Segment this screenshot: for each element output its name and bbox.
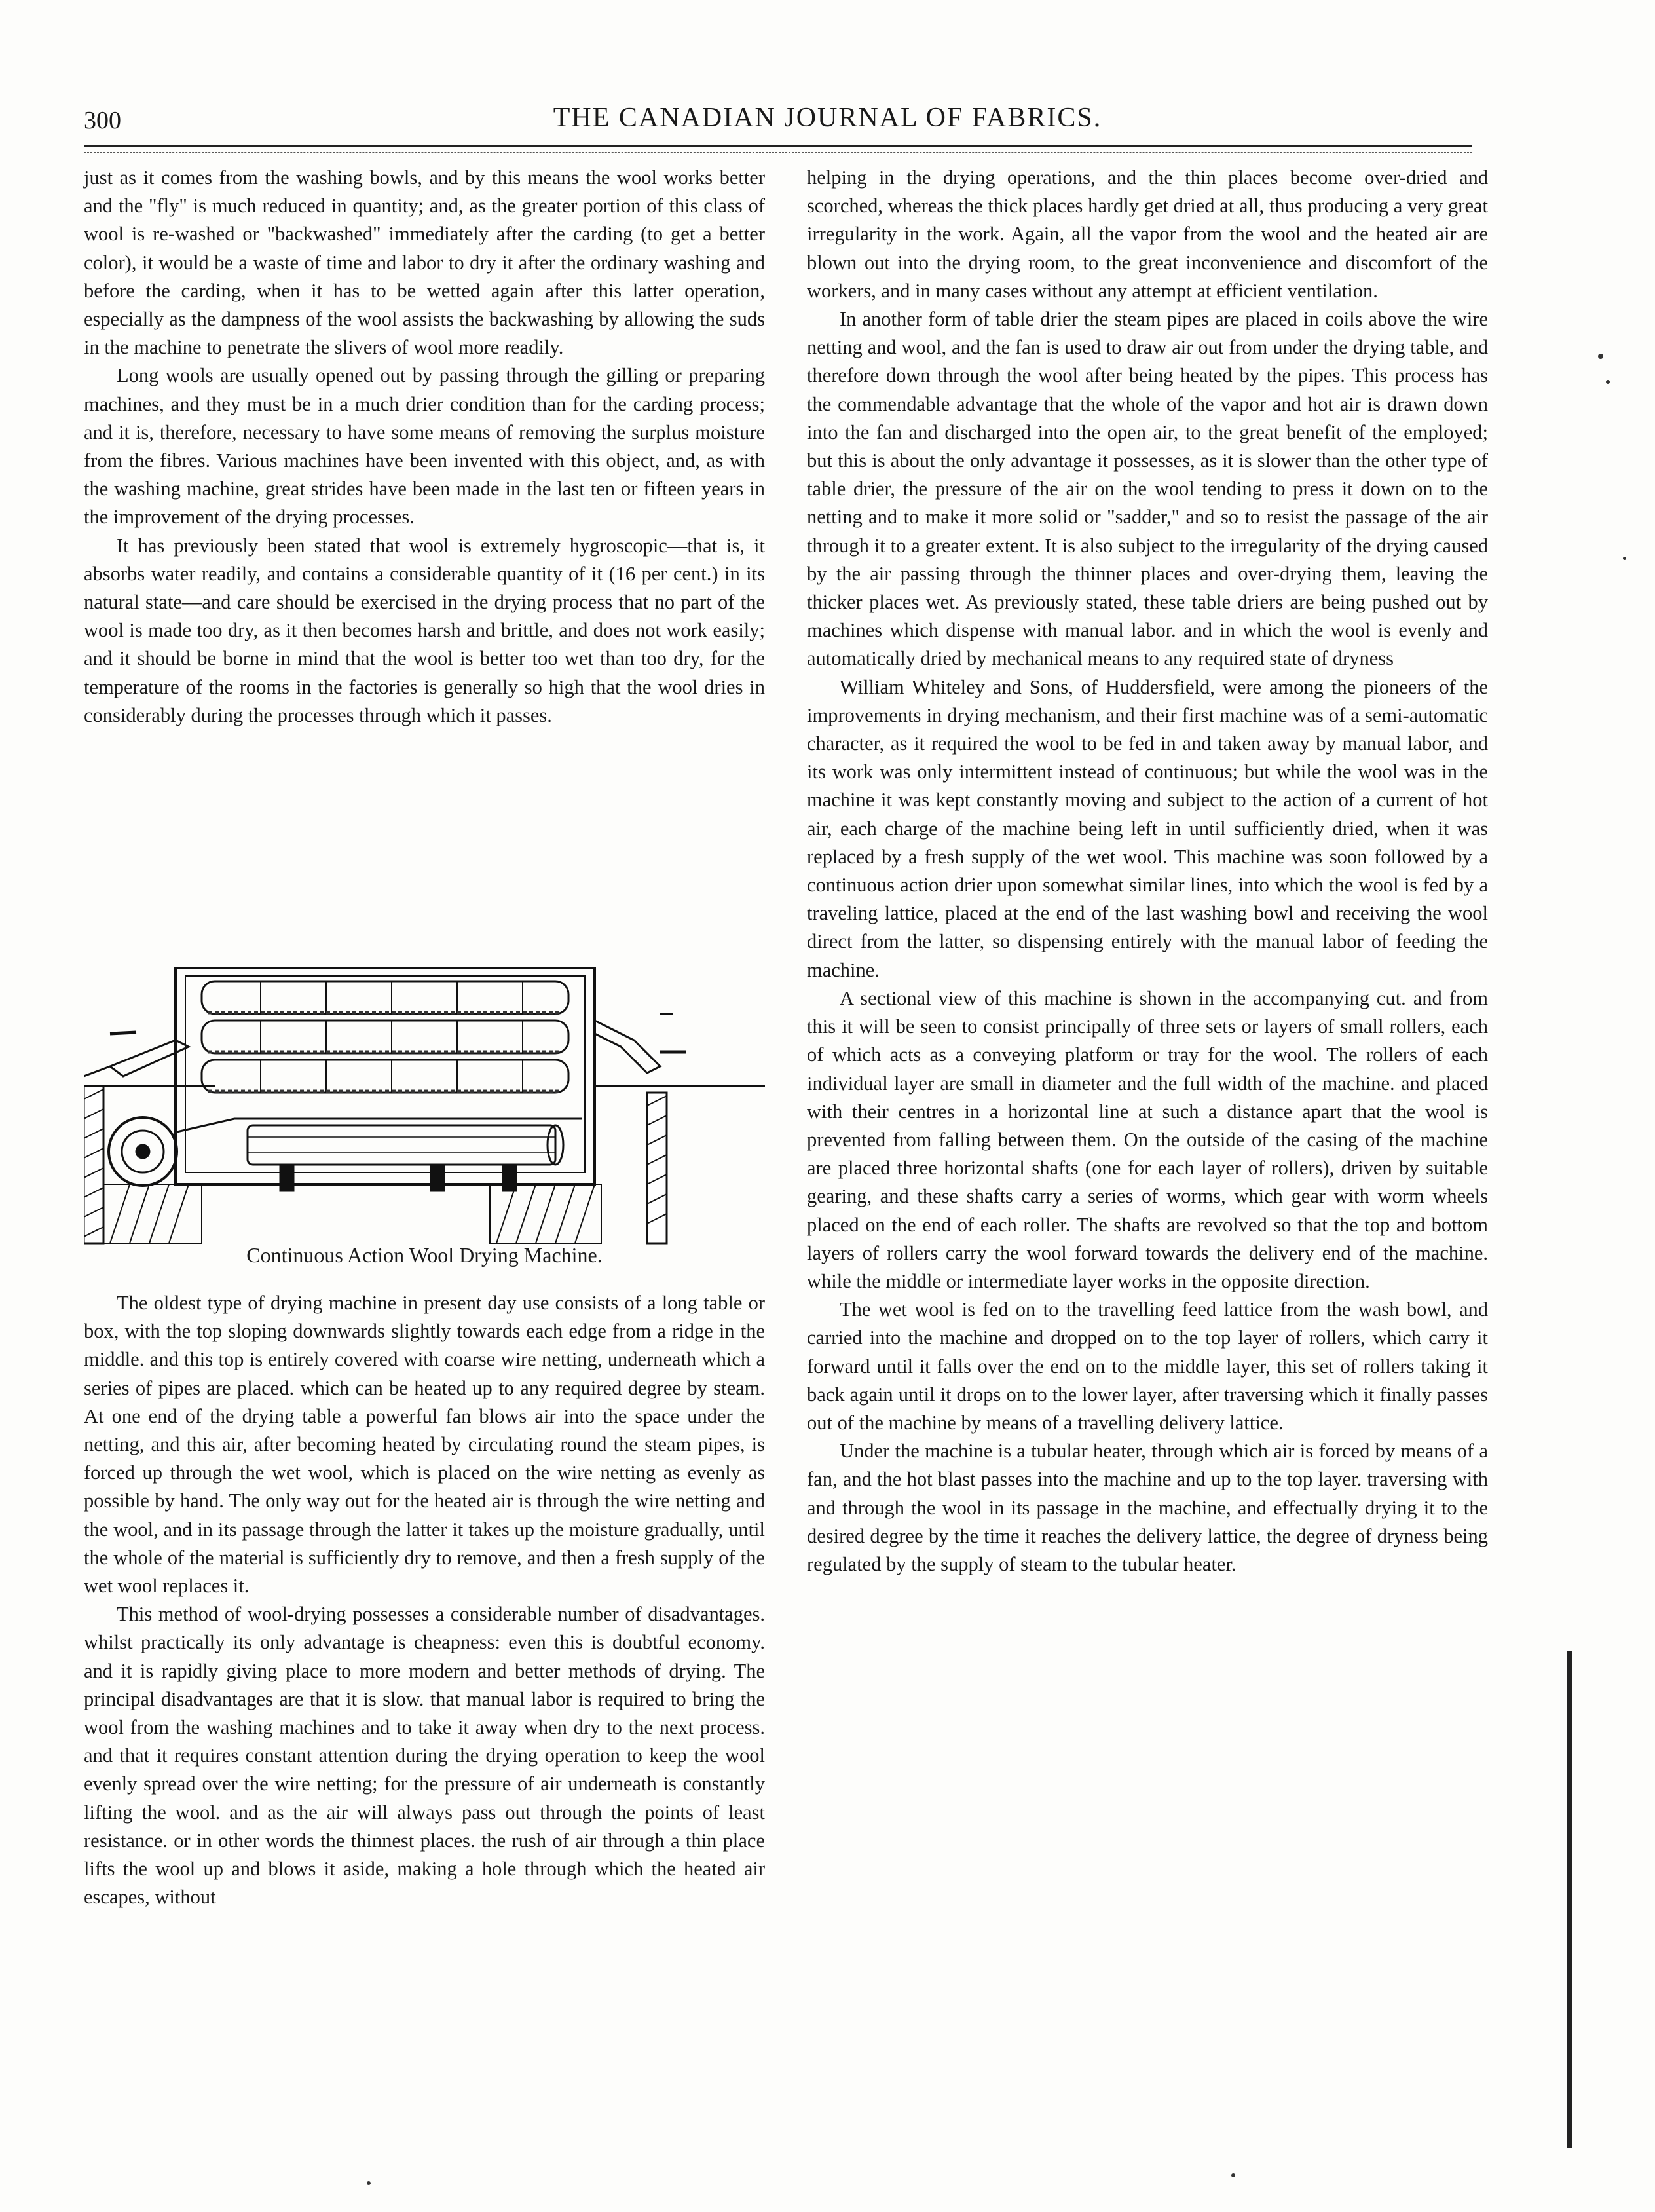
paragraph: Under the machine is a tubular heater, through which air is forced by means of a fan, and the hot blast passes into the machine and up to the top layer. traversing with and through the wool in its passage in the machine, and effectually drying it to the desired degree by the time it reaches the delivery lattice, the degree of dryness being regulated by the supply of steam to the tubular heater. bbox=[807, 1440, 1488, 1575]
journal-title: THE CANADIAN JOURNAL OF FABRICS. bbox=[553, 103, 1102, 133]
wool-drying-machine-figure bbox=[84, 962, 765, 1250]
header-rule bbox=[84, 145, 1472, 147]
paragraph: This method of wool-drying possesses a considerable number of disadvantages. whilst practically its only advantage is cheapness: even this is doubtful economy. and it is rapidly giving place to more modern and better methods of drying. The principal disadvantages are that it is slow. that manual labor is required to bring the wool from the washing machines and to take it away when dry to the next process. and that it requires constant attention during the drying operation to keep the wool evenly spread over the wire netting; for the pressure of air underneath is constantly lifting the wool. and as the air will always pass out through the points of least resistance. or in other words the thinnest places. the rush of air through a thin place lifts the wool up and blows it aside, making a hole through which the heated air escapes, without bbox=[84, 1603, 765, 1909]
scan-speck bbox=[1598, 354, 1603, 359]
right-column bbox=[807, 164, 1488, 1579]
left-column-bottom bbox=[84, 1289, 765, 1911]
header-rule-secondary bbox=[84, 152, 1472, 153]
page-edge-mark bbox=[1567, 1651, 1572, 2148]
paragraph: A sectional view of this machine is shown in the accompanying cut. and from this it will be seen to consist principally of three sets or layers of small rollers, each of which acts as a conveying platform or tray for the wool. The rollers of each individual layer are small in diameter and the full width of the machine. and placed with their centres in a horizontal line at such a distance apart that the wool is prevented from falling between them. On the outside of the casing of the machine are placed three horizontal shafts (one for each layer of rollers), driven by suitable gearing, and these shafts carry a series of worms, which gear with worm wheels placed on the end of each roller. The shafts are revolved so that the top and bottom layers of rollers carry the wool forward towards the delivery end of the machine. while the middle or intermediate layer works in the opposite direction. bbox=[807, 986, 1488, 1292]
paragraph: helping in the drying operations, and the thin places become over-dried and scorched, whereas the thick places hardly get dried at all, thus producing a very great irregularity in the work. Again, all the vapor from the wool and the heated air are blown out into the drying room, to the great inconvenience and discomfort of the workers, and in many cases without any attempt at efficient ventilation. bbox=[807, 166, 1488, 302]
page-number: 300 bbox=[84, 107, 121, 134]
scan-speck bbox=[1606, 380, 1610, 384]
paragraph: In another form of table drier the steam pipes are placed in coils above the wire netting and wool, and the fan is used to draw air out from under the drying table, and therefore down through the wool after being heated by the pipes. This process has the commendable advantage that the whole of the vapor and hot air is drawn down into the fan and discharged into the open air, to the great benefit of the employed; but this is about the only advantage it possesses, as it is slower than the other type of table drier, the pressure of the air on the wool tending to press it down on to the netting and to make it more solid or "sadder," and so to resist the passage of the air through it to a greater extent. It is also subject to the irregularity of the drying caused by the air passing through the thinner places and over-drying them, leaving the thicker places wet. As previously stated, these table driers are being pushed out by machines which dispense with manual labor. and in which the wool is evenly and automatically dried by mechanical means to any required state of dryness bbox=[807, 308, 1488, 670]
scan-speck bbox=[1623, 557, 1626, 560]
paragraph: It has previously been stated that wool is extremely hygroscopic—that is, it absorbs water readily, and contains a considerable quantity of it (16 per cent.) in its natural state—and care should be exercised in the drying process that no part of the wool is made too dry, as it then becomes harsh and brittle, and does not work easily; and it should be borne in mind that the wool is better too wet than too dry, for the temperature of the rooms in the factories is generally so high that the wool dries in considerably during the processes through which it passes. bbox=[84, 534, 765, 726]
figure-caption: Continuous Action Wool Drying Machine. bbox=[246, 1243, 603, 1267]
wool-drying-machine-illustration bbox=[84, 962, 765, 1250]
left-column-top bbox=[84, 164, 765, 730]
scan-speck bbox=[367, 2181, 371, 2185]
paragraph: The wet wool is fed on to the travelling feed lattice from the wash bowl, and carried into the machine and dropped on to the top layer of rollers, which carry it forward until it falls over the end on to the middle layer, this set of rollers taking it back again until it drops on to the lower layer, after traversing which it finally passes out of the machine by means of a travelling delivery lattice. bbox=[807, 1298, 1488, 1434]
paragraph: Long wools are usually opened out by passing through the gilling or preparing machines, and they must be in a much drier condition than for the carding process; and it is, therefore, necessary to have some means of removing the surplus moisture from the fibres. Various machines have been invented with this object, and, as with the washing machine, great strides have been made in the last ten or fifteen years in the improvement of the drying processes. bbox=[84, 364, 765, 529]
paragraph: William Whiteley and Sons, of Huddersfield, were among the pioneers of the improvements in drying mechanism, and their first machine was of a semi-automatic character, as it required the wool to be fed in and taken away by manual labor, and its work was only intermittent instead of continuous; but while the wool was in the machine it was kept constantly moving and subject to the action of a current of hot air, each charge of the machine being left in until sufficiently dried, when it was replaced by a fresh supply of the wet wool. This machine was soon followed by a continuous action drier upon somewhat similar lines, into which the wool is fed by a traveling lattice, placed at the end of the last washing bowl and receiving the wool direct from the latter, so dispensing entirely with the manual labor of feeding the machine. bbox=[807, 675, 1488, 981]
scan-speck bbox=[1231, 2173, 1235, 2177]
paragraph: just as it comes from the washing bowls, and by this means the wool works better and the "fly" is much reduced in quantity; and, as the greater portion of this class of wool is re-washed or "backwashed" immediately after the carding (to get a better color), it would be a waste of time and labor to dry it after the ordinary washing and before the carding, when it has to be wetted again after this latter operation, especially as the dampness of the wool assists the backwashing by allowing the suds in the machine to penetrate the slivers of wool more readily. bbox=[84, 166, 765, 359]
paragraph: The oldest type of drying machine in present day use consists of a long table or box, with the top sloping downwards slightly towards each edge from a ridge in the middle. and this top is entirely covered with coarse wire netting, underneath which a series of pipes are placed. which can be heated up to any required degree by steam. At one end of the drying table a powerful fan blows air into the space under the netting, and this air, after becoming heated by circulating round the steam pipes, is forced up through the wet wool, which is placed on the wire netting as evenly as possible by hand. The only way out for the heated air is through the wire netting and the wool, and in its passage through the latter it takes up the moisture gradually, until the whole of the material is sufficiently dry to remove, and then a fresh supply of the wet wool replaces it. bbox=[84, 1292, 765, 1598]
